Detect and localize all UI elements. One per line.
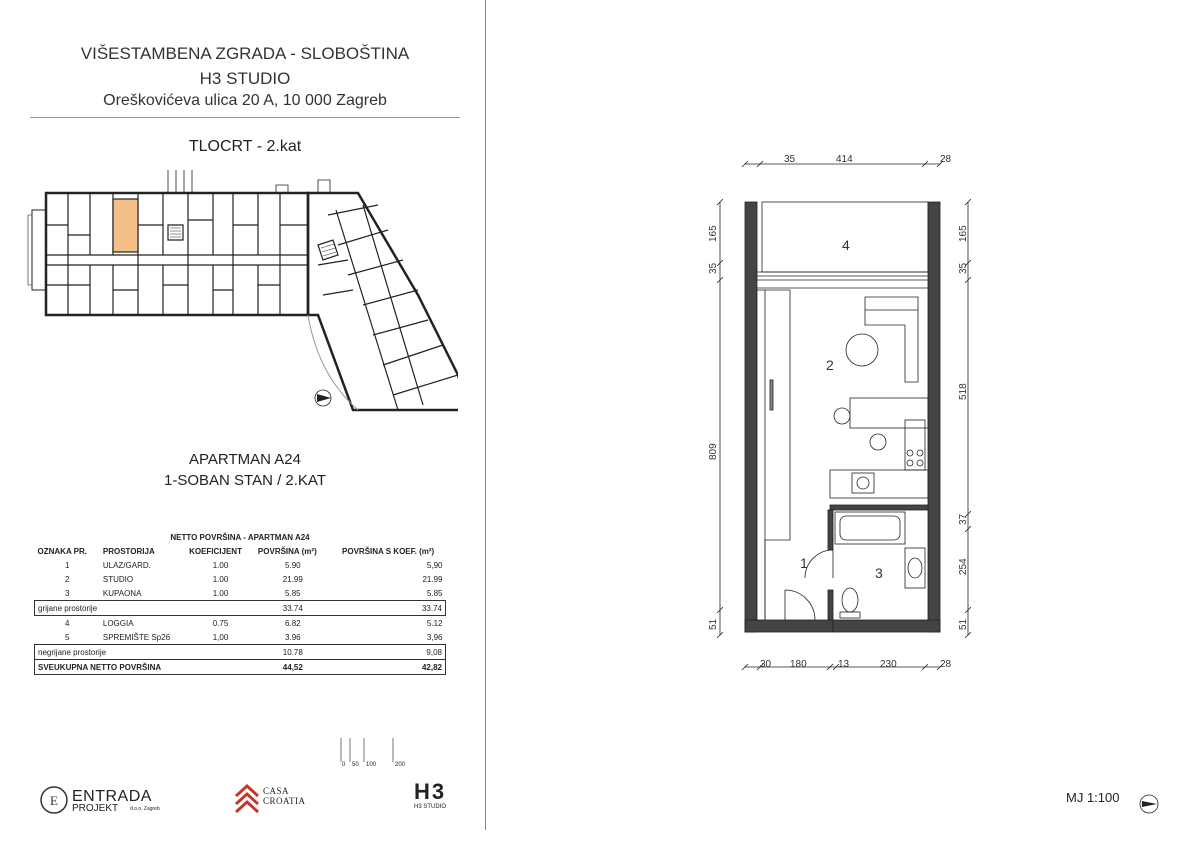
dim-bottom-1: 30 xyxy=(760,659,772,670)
apartment-type: 1-SOBAN STAN / 2.KAT xyxy=(164,472,326,489)
scale-text: MJ 1:100 xyxy=(1066,790,1120,805)
floor-plan xyxy=(700,150,1000,680)
scale-bar xyxy=(340,738,420,770)
croatia-word: CROATIA xyxy=(263,796,306,806)
casa-word: CASA xyxy=(263,786,290,796)
scale-label: 50 xyxy=(352,762,359,768)
dim-right-4: 37 xyxy=(958,513,969,525)
header-cell: KOEFICIJENT xyxy=(189,546,242,556)
scale-label: 100 xyxy=(366,762,377,768)
table-row: 4 LOGGIA 0.75 6.82 5.12 xyxy=(64,618,443,628)
table-row: 2 STUDIO 1.00 21.99 21.99 xyxy=(64,574,443,584)
room-label-3: 3 xyxy=(875,565,883,581)
subtotal-unheated-row: negrijane prostorije 10.78 9,08 xyxy=(35,645,446,660)
entrada-name: ENTRADA xyxy=(72,788,152,805)
info-panel xyxy=(30,0,460,848)
room-label-4: 4 xyxy=(842,237,850,253)
header-cell: POVRŠINA S KOEF. (m²) xyxy=(342,546,435,556)
table-row: 5 SPREMIŠTE Sp26 1,00 3.96 3,96 xyxy=(64,632,443,642)
dim-left-2: 35 xyxy=(708,262,719,274)
table-caption: NETTO POVRŠINA - APARTMAN A24 xyxy=(170,532,310,542)
dim-bottom-5: 28 xyxy=(940,659,952,670)
dim-bottom-4: 230 xyxy=(880,659,897,670)
dim-bottom-3: 13 xyxy=(838,659,850,670)
dim-right-6: 51 xyxy=(958,618,969,630)
dim-top-3: 28 xyxy=(940,154,952,165)
svg-text:E: E xyxy=(50,793,58,808)
dim-left-4: 51 xyxy=(708,618,719,630)
north-arrow-icon xyxy=(1138,793,1160,815)
entrada-sub: PROJEKT xyxy=(72,803,119,814)
entrada-logo xyxy=(38,782,160,814)
building-title: VIŠESTAMBENA ZGRADA - SLOBOŠTINA xyxy=(80,44,410,63)
address: Oreškovićeva ulica 20 A, 10 000 Zagreb xyxy=(103,92,387,109)
dim-right-1: 165 xyxy=(958,225,969,242)
h3-mark: H3 xyxy=(413,779,447,804)
h3-subtitle: H3 STUDIO xyxy=(413,804,446,810)
dim-right-3: 518 xyxy=(958,383,969,400)
casa-croatia-logo xyxy=(233,782,323,818)
room-label-1: 1 xyxy=(800,555,808,571)
header-divider xyxy=(30,117,460,118)
dim-top-2: 414 xyxy=(836,154,853,165)
table-header xyxy=(35,544,446,558)
key-plan xyxy=(18,165,458,415)
total-row: SVEUKUPNA NETTO POVRŠINA 44,52 42,82 xyxy=(35,660,446,675)
dim-bottom-2: 180 xyxy=(790,659,807,670)
table-row: 3 KUPAONA 1.00 5.85 5.85 xyxy=(64,588,443,598)
h3-studio-logo xyxy=(400,780,460,820)
studio-name: H3 STUDIO xyxy=(199,69,291,88)
header-cell: OZNAKA PR. xyxy=(37,546,87,556)
header-cell: POVRŠINA (m²) xyxy=(257,546,317,556)
dim-top-1: 35 xyxy=(784,154,796,165)
apartment-name: APARTMAN A24 xyxy=(189,451,301,468)
area-table xyxy=(34,530,446,675)
scale-label: 0 xyxy=(342,762,346,768)
floor-title: TLOCRT - 2.kat xyxy=(188,138,302,155)
dim-right-2: 35 xyxy=(958,262,969,274)
table-row: 1 ULAZ/GARD. 1.00 5.90 5,90 xyxy=(64,560,443,570)
scale-label: 200 xyxy=(395,762,406,768)
entrada-emblem-icon xyxy=(38,784,70,816)
apartment-title xyxy=(30,449,460,491)
room-label-2: 2 xyxy=(826,357,834,373)
dim-left-3: 809 xyxy=(708,443,719,460)
page-divider xyxy=(485,0,486,830)
dim-right-5: 254 xyxy=(958,558,969,575)
casa-emblem-icon xyxy=(233,782,261,816)
header-cell: PROSTORIJA xyxy=(102,546,155,556)
entrada-tiny: d.o.o. Zagreb xyxy=(130,806,160,812)
dim-left-1: 165 xyxy=(708,225,719,242)
subtotal-heated-row: grijane prostorije 33.74 33.74 xyxy=(35,601,446,616)
